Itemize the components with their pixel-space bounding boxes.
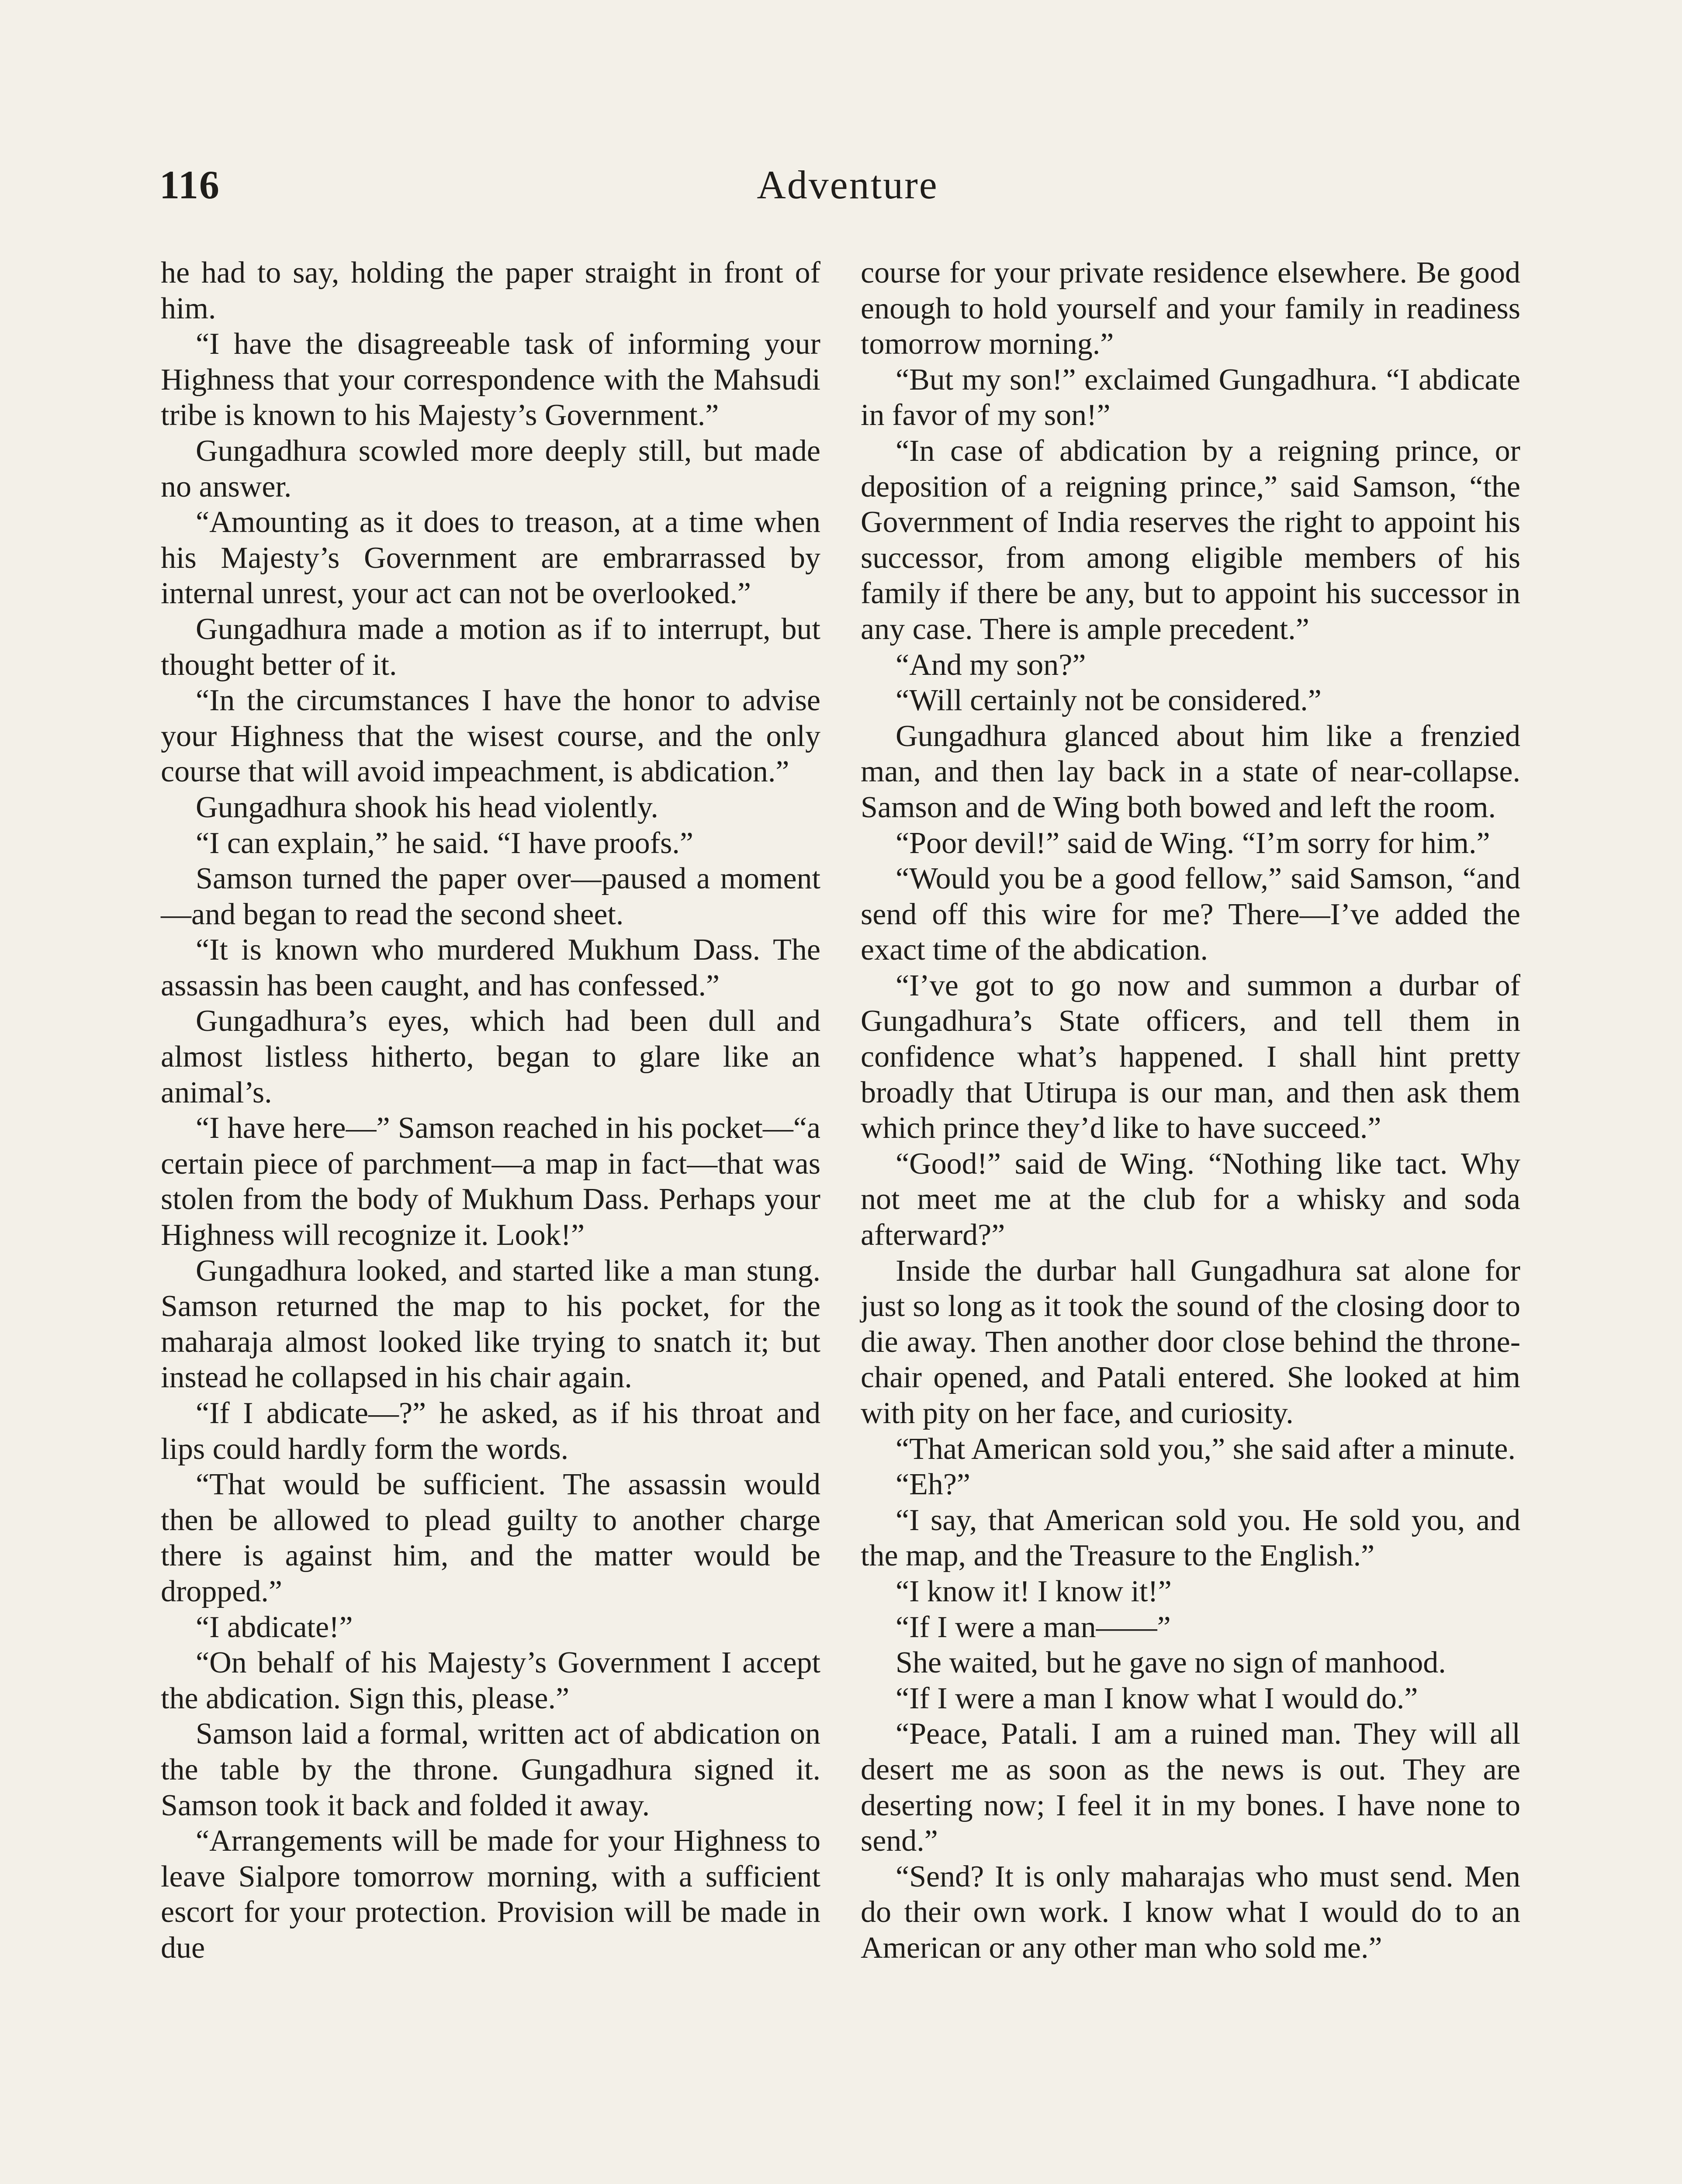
paragraph: “I’ve got to go now and summon a durbar of Gungadhura’s State officers, and tell them in confidence what’s happened. I shall hint pretty broadly that Utirupa is our man, and then ask them which prince they’d like to have succeed.” [861, 968, 1520, 1145]
paragraph: “But my son!” exclaimed Gungadhura. “I abdicate in favor of my son!” [861, 363, 1520, 432]
text-column-right [861, 255, 1520, 1966]
paragraph: “Peace, Patali. I am a ruined man. They will all desert me as soon as the news is out. They are deserting now; I feel it in my bones. I have none to send.” [861, 1717, 1520, 1858]
paragraph: “If I were a man I know what I would do.” [896, 1681, 1418, 1715]
paragraph: Gungadhura shook his head violently. [196, 790, 658, 824]
text-column-left [161, 255, 820, 1966]
paragraph: course for your private residence elsewhere. Be good enough to hold yourself and your family in readiness tomorrow morning.” [861, 256, 1520, 361]
paragraph: “That would be sufficient. The assassin would then be allowed to plead guilty to another charge there is against him, and the matter would be dropped.” [161, 1468, 820, 1608]
paragraph: Samson turned the paper over—paused a moment—and began to read the second sheet. [161, 862, 820, 931]
page-number: 116 [159, 162, 220, 207]
paragraph: “Send? It is only maharajas who must send. Men do their own work. I know what I would do to an American or any other man who sold me.” [861, 1859, 1520, 1965]
paragraph: “If I were a man——” [896, 1610, 1171, 1644]
paragraph: Inside the durbar hall Gungadhura sat alone for just so long as it took the sound of the closing door to die away. Then another door close behind the throne-chair opened, and Patali entered. She looked at him with pity on her face, and curiosity. [861, 1254, 1520, 1430]
paragraph: “I say, that American sold you. He sold you, and the map, and the Treasure to the English.” [861, 1503, 1520, 1573]
paragraph: “That American sold you,” she said after a minute. [896, 1432, 1516, 1466]
page-header [159, 162, 1536, 223]
paragraph: “Will certainly not be considered.” [896, 684, 1322, 718]
paragraph: “I have the disagreeable task of informing your Highness that your correspondence with the Mahsudi tribe is known to his Majesty’s Government.” [161, 327, 820, 432]
paragraph: “Amounting as it does to treason, at a time when his Majesty’s Government are embrarrassed by internal unrest, your act can not be overlooked.” [161, 505, 820, 611]
magazine-title: Adventure [757, 162, 938, 207]
paragraph: he had to say, holding the paper straight in front of him. [161, 256, 820, 325]
paragraph: “Arrangements will be made for your Highness to leave Sialpore tomorrow morning, with a sufficient escort for your protection. Provision will be made in due [161, 1824, 820, 1965]
paragraph: She waited, but he gave no sign of manhood. [896, 1646, 1446, 1680]
paragraph: “I have here—” Samson reached in his pocket—“a certain piece of parchment—a map in fact—that was stolen from the body of Mukhum Dass. Perhaps your Highness will recognize it. Look!” [161, 1111, 820, 1252]
paragraph: Gungadhura looked, and started like a man stung. Samson returned the map to his pocket, for the maharaja almost looked like trying to snatch it; but instead he collapsed in his chair again. [161, 1254, 820, 1395]
paragraph: Gungadhura made a motion as if to interrupt, but thought better of it. [161, 612, 820, 682]
paragraph: “On behalf of his Majesty’s Government I accept the abdication. Sign this, please.” [161, 1646, 820, 1715]
paragraph: “Would you be a good fellow,” said Samson, “and send off this wire for me? There—I’ve added the exact time of the abdication. [861, 862, 1520, 967]
paragraph: Gungadhura’s eyes, which had been dull and almost listless hitherto, began to glare like an animal’s. [161, 1004, 820, 1109]
paragraph: “In the circumstances I have the honor to advise your Highness that the wisest course, and the only course that will avoid impeachment, is abdication.” [161, 684, 820, 789]
paragraph: Gungadhura glanced about him like a frenzied man, and then lay back in a state of near-collapse. Samson and de Wing both bowed and left the room. [861, 719, 1520, 824]
paragraph: “Good!” said de Wing. “Nothing like tact. Why not meet me at the club for a whisky and soda afterward?” [861, 1147, 1520, 1252]
paragraph: “I abdicate!” [196, 1610, 353, 1644]
paragraph: “In case of abdication by a reigning prince, or deposition of a reigning prince,” said Samson, “the Government of India reserves the right to appoint his successor, from among eligible members of his family if there be any, but to appoint his successor in any case. There is ample precedent.” [861, 434, 1520, 646]
paragraph: “Eh?” [896, 1468, 970, 1502]
paragraph: “And my son?” [896, 648, 1086, 682]
paragraph: “I can explain,” he said. “I have proofs.” [196, 826, 693, 860]
paragraph: “I know it! I know it!” [896, 1574, 1172, 1608]
paragraph: “Poor devil!” said de Wing. “I’m sorry for him.” [896, 826, 1490, 860]
paragraph: “If I abdicate—?” he asked, as if his throat and lips could hardly form the words. [161, 1396, 820, 1466]
paragraph: Samson laid a formal, written act of abdication on the table by the throne. Gungadhura signed it. Samson took it back and folded it away. [161, 1717, 820, 1822]
paragraph: Gungadhura scowled more deeply still, but made no answer. [161, 434, 820, 504]
paragraph: “It is known who murdered Mukhum Dass. The assassin has been caught, and has confessed.” [161, 933, 820, 1002]
